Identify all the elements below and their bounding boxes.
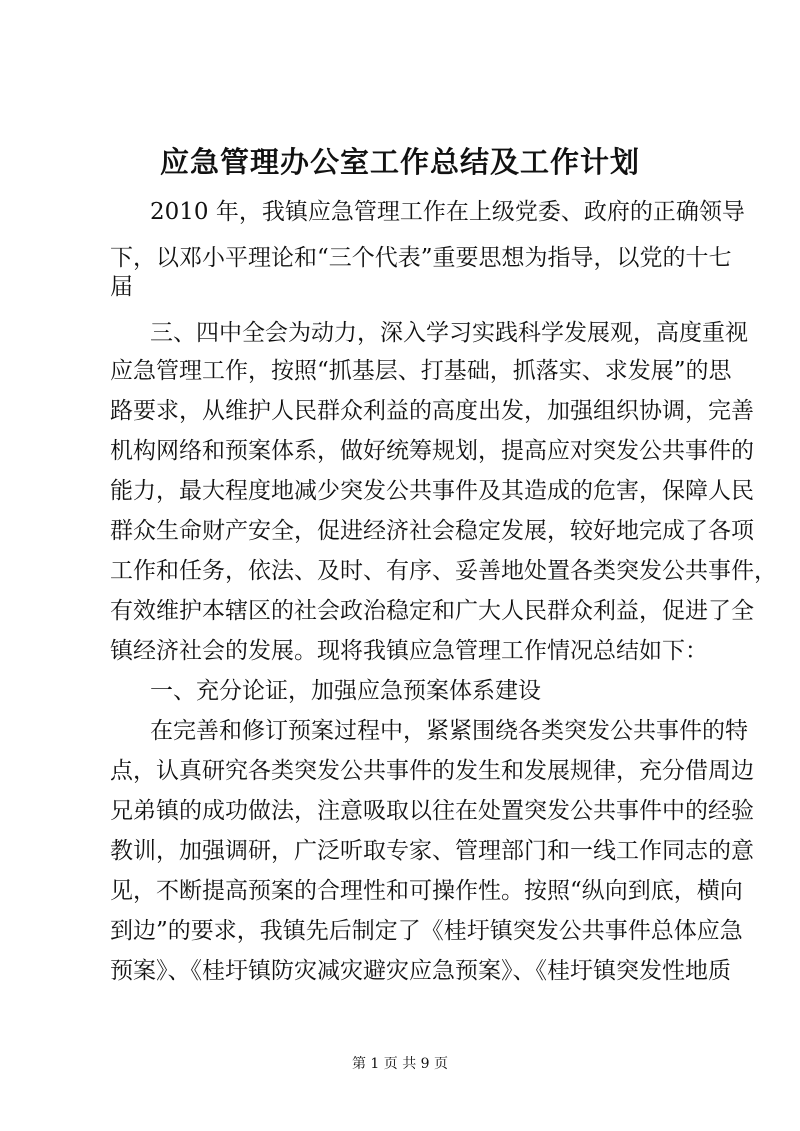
paragraph-line: 预案》、《桂圩镇防灾减灾避灾应急预案》、《桂圩镇突发性地质 — [110, 958, 731, 984]
paragraph-line: 群众生命财产安全，促进经济社会稳定发展，较好地完成了各项 — [110, 518, 754, 544]
paragraph-line: 下，以邓小平理论和“三个代表”重要思想为指导，以党的十七 — [110, 245, 732, 271]
paragraph-line: 镇经济社会的发展。现将我镇应急管理工作情况总结如下： — [110, 638, 708, 664]
paragraph-line: 在完善和修订预案过程中，紧紧围绕各类突发公共事件的特 — [150, 718, 748, 744]
page-number: 第 1 页 共 9 页 — [351, 1056, 449, 1072]
paragraph-line: 应急管理工作，按照“抓基层、打基础，抓落实、求发展”的思 — [110, 358, 732, 384]
paragraph-line: 点，认真研究各类突发公共事件的发生和发展规律，充分借周边 — [110, 758, 754, 784]
document-title: 应急管理办公室工作总结及工作计划 — [159, 145, 640, 179]
paragraph-line: 见，不断提高预案的合理性和可操作性。按照“纵向到底，横向 — [110, 878, 743, 904]
paragraph-line: 机构网络和预案体系，做好统筹规划，提高应对突发公共事件的 — [110, 438, 754, 464]
paragraph-line: 能力，最大程度地减少突发公共事件及其造成的危害，保障人民 — [110, 478, 754, 504]
paragraph-line: 2010 年，我镇应急管理工作在上级党委、政府的正确领导 — [150, 199, 745, 225]
paragraph-line: 兄弟镇的成功做法，注意吸取以往在处置突发公共事件中的经验 — [110, 798, 754, 824]
paragraph-line: 三、四中全会为动力，深入学习实践科学发展观，高度重视 — [150, 320, 748, 346]
section-heading: 一、充分论证，加强应急预案体系建设 — [150, 678, 541, 704]
paragraph-line: 工作和任务，依法、及时、有序、妥善地处置各类突发公共事件， — [110, 558, 777, 584]
paragraph-line: 教训，加强调研，广泛听取专家、管理部门和一线工作同志的意 — [110, 838, 754, 864]
paragraph-line: 有效维护本辖区的社会政治稳定和广大人民群众利益，促进了全 — [110, 598, 754, 624]
paragraph-line: 到边”的要求，我镇先后制定了《桂圩镇突发公共事件总体应急 — [110, 918, 743, 944]
paragraph-line: 届 — [110, 274, 133, 300]
paragraph-line: 路要求，从维护人民群众利益的高度出发，加强组织协调，完善 — [110, 398, 754, 424]
